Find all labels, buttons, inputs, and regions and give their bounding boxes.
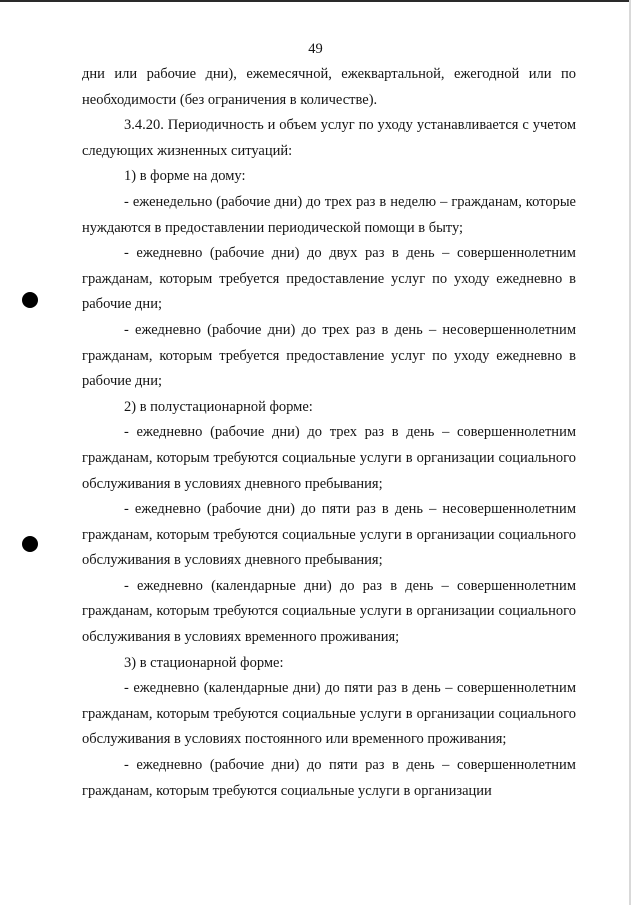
page-number: 49 <box>308 41 323 57</box>
list-item: - ежедневно (рабочие дни) до пяти раз в день – несовершеннолетним гражданам, которым требуются социальные услуги в организации социального обслуживания в условиях дневного пребывания; <box>82 501 576 569</box>
list-item: - еженедельно (рабочие дни) до трех раз в неделю – гражданам, которые нуждаются в предоставлении периодической помощи в быту; <box>82 193 576 236</box>
paragraph-home-form-heading: 1) в форме на дому: <box>124 168 246 185</box>
list-item: - ежедневно (рабочие дни) до трех раз в день – совершеннолетним гражданам, которым требуются социальные услуги в организации социального обслуживания в условиях дневного пребывания; <box>82 424 576 492</box>
document-body <box>82 62 576 804</box>
list-item: - ежедневно (календарные дни) до раз в день – совершеннолетним гражданам, которым требуются социальные услуги в организации социального обслуживания в условиях временного проживания; <box>82 577 576 646</box>
list-item: - ежедневно (календарные дни) до пяти раз в день – совершеннолетним гражданам, которым требуются социальные услуги в организации социального обслуживания в условиях постоянного или временного проживания; <box>82 680 576 748</box>
punch-hole-mark <box>22 536 38 552</box>
list-item: - ежедневно (рабочие дни) до двух раз в день – совершеннолетним гражданам, которым требуется предоставление услуг по уходу ежедневно в рабочие дни; <box>82 245 576 313</box>
list-item: - ежедневно (рабочие дни) до пяти раз в день – совершеннолетним гражданам, которым требуются социальные услуги в организации <box>82 757 576 799</box>
punch-hole-mark <box>22 292 38 308</box>
paragraph-stationary-heading: 3) в стационарной форме: <box>124 654 284 671</box>
paragraph-clause-3-4-20: 3.4.20. Периодичность и объем услуг по уходу устанавливается с учетом следующих жизненных ситуаций: <box>82 117 576 159</box>
paragraph-continuation: дни или рабочие дни), ежемесячной, ежеквартальной, ежегодной или по необходимости (без ограничения в количестве). <box>82 66 576 108</box>
top-scan-edge <box>0 0 631 2</box>
list-item: - ежедневно (рабочие дни) до трех раз в день – несовершеннолетним гражданам, которым требуется предоставление услуг по уходу ежедневно в рабочие дни; <box>82 321 576 390</box>
paragraph-semistationary-heading: 2) в полустационарной форме: <box>124 398 313 415</box>
